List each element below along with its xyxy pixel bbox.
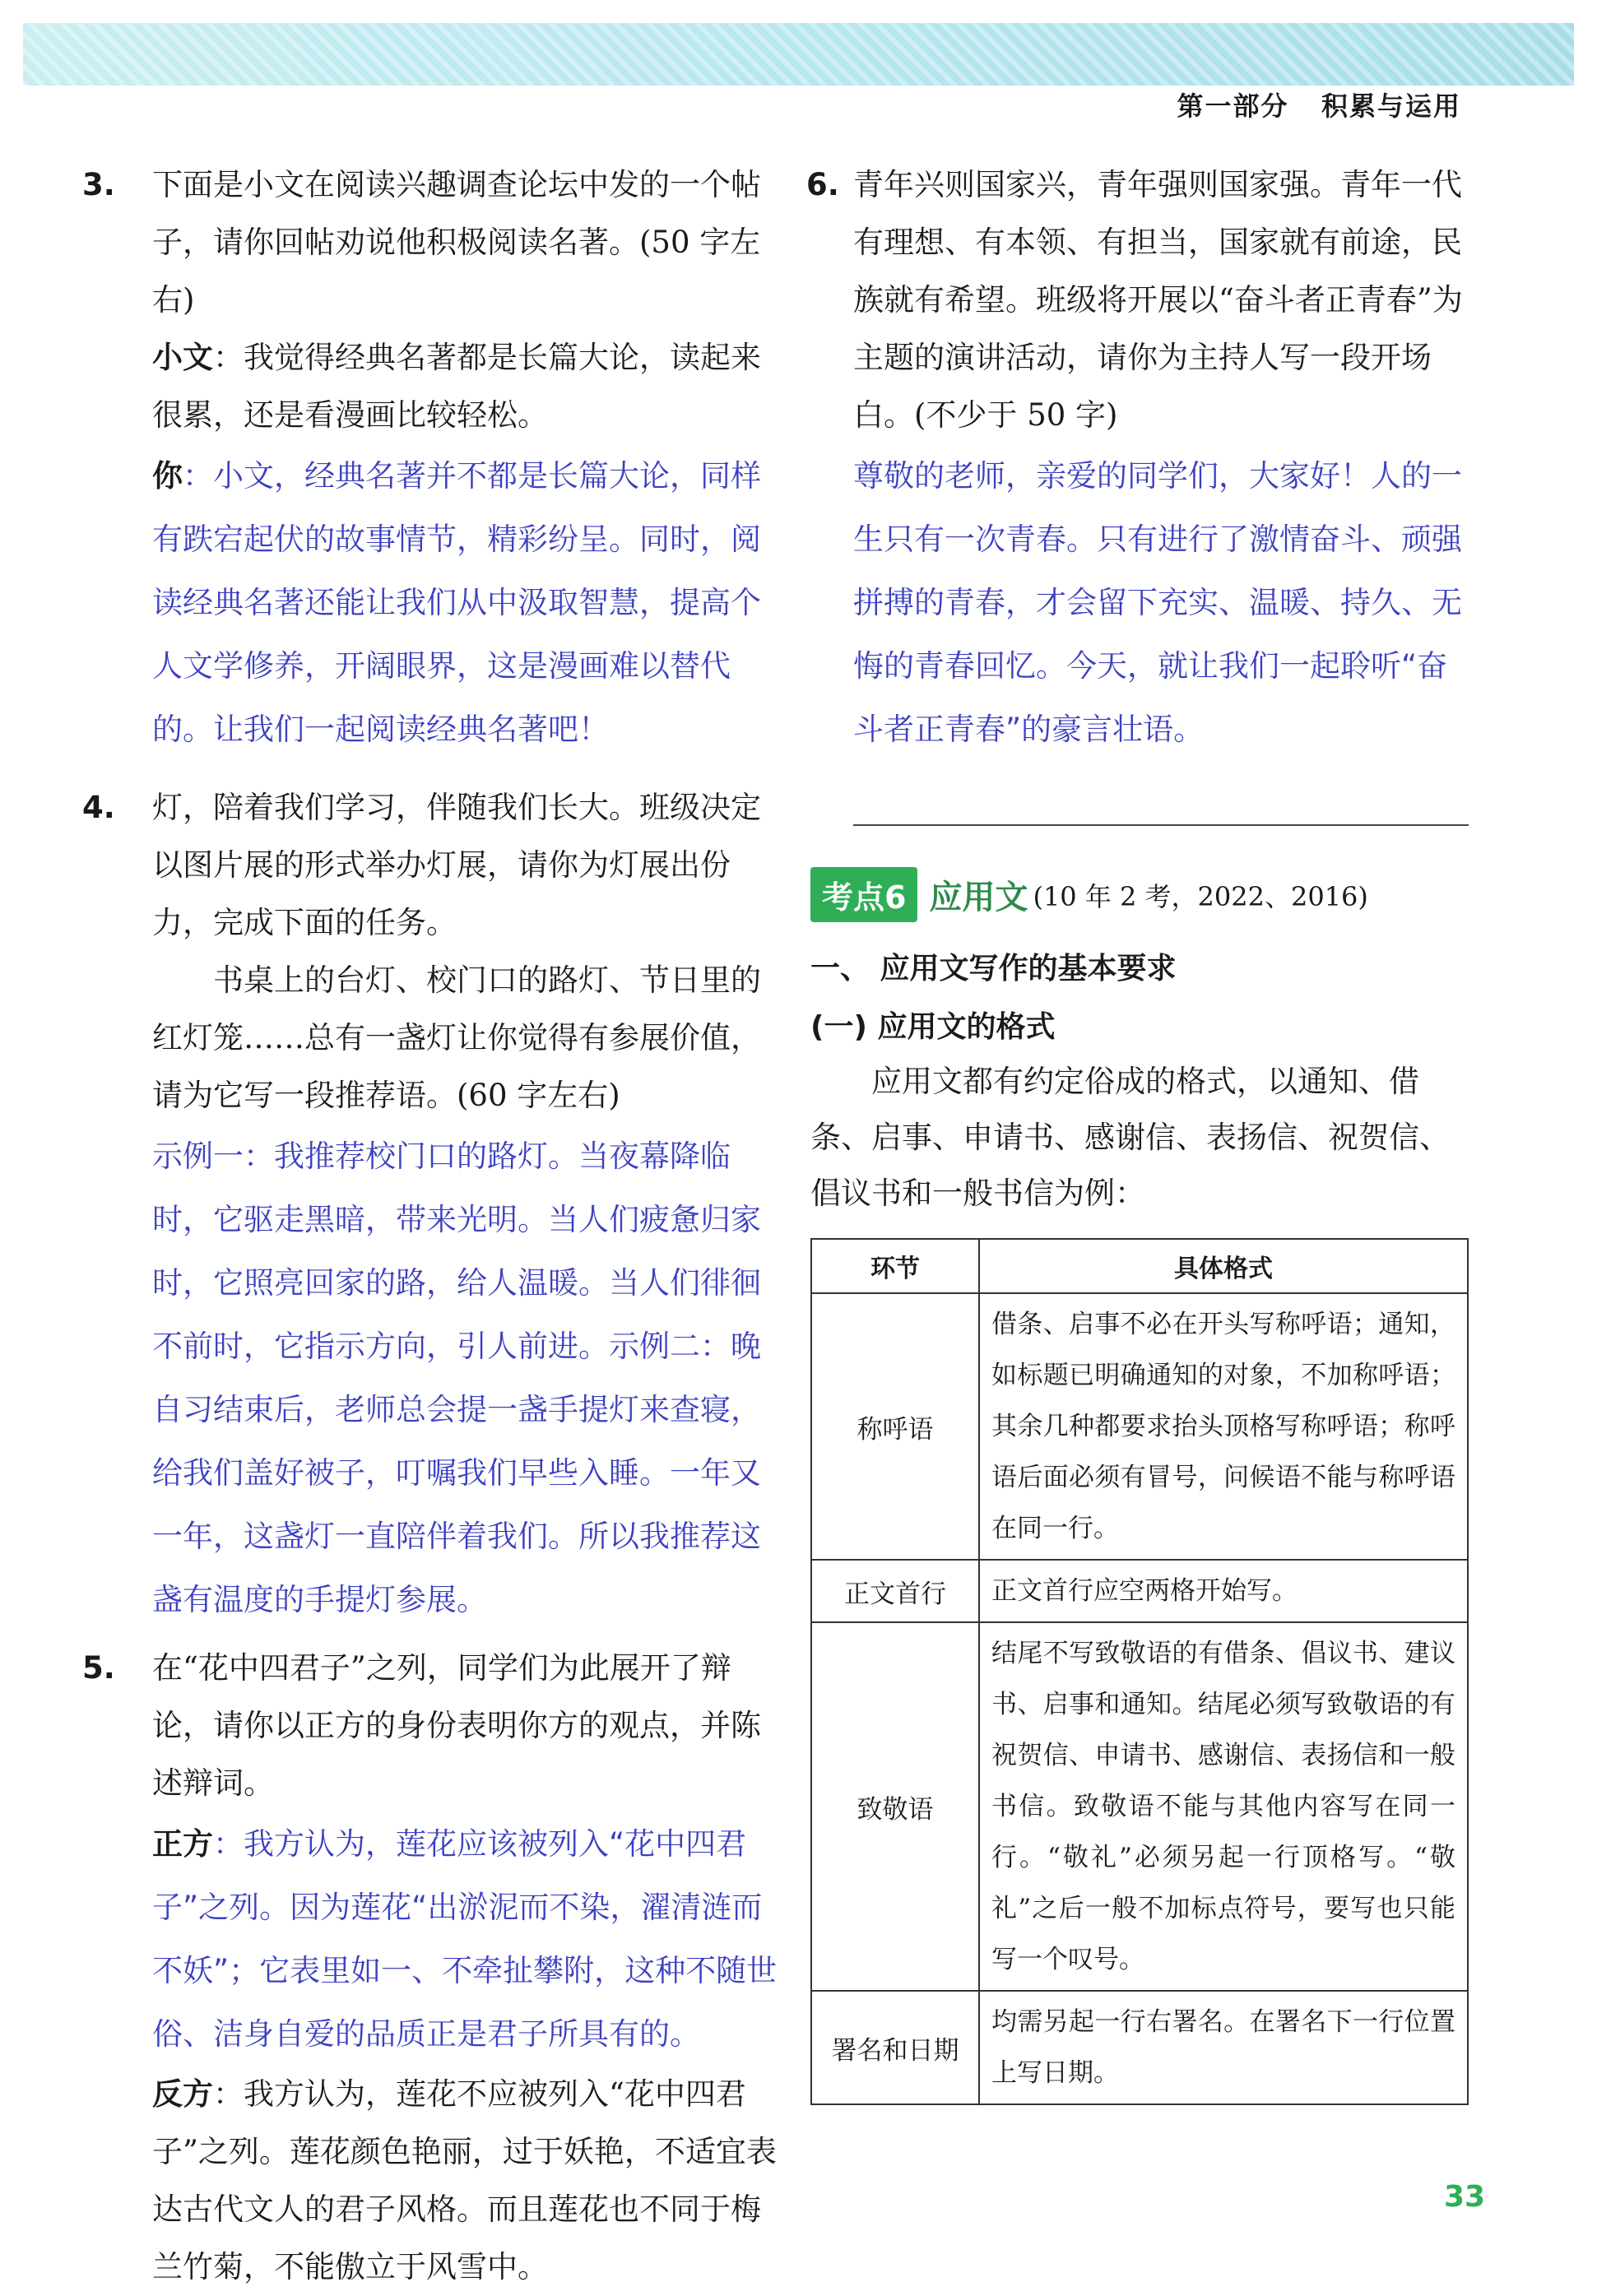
question-4: [82, 779, 790, 1631]
question-number: 5.: [82, 1650, 115, 1686]
table-row: [811, 1991, 1468, 2104]
row-value: 正文首行应空两格开始写。: [979, 1560, 1468, 1622]
table-row: [811, 1622, 1468, 1991]
question-task: 书桌上的台灯、校门口的路灯、节日里的红灯笼……总有一盏灯让你觉得有参展价值，请为它写一段推荐语。(60 字左右): [152, 962, 761, 1113]
section-heading: 一、 应用文写作的基本要求: [810, 952, 1177, 986]
neg-text: ：我方认为，莲花不应被列入“花中四君子”之列。莲花颜色艳丽，过于妖艳，不适宜表达古代文人的君子风格。而且莲花也不同于梅兰竹菊，不能傲立于风雪中。: [152, 2076, 777, 2284]
kaodian-note: (10 年 2 考，2022、2016): [1033, 880, 1368, 912]
left-column: [82, 156, 790, 2296]
answer-block: [152, 1812, 790, 2066]
kaodian-title: 应用文: [929, 879, 1028, 916]
header-title: 积累与运用: [1321, 90, 1461, 122]
neg-side: [152, 2066, 790, 2296]
question-number: 3.: [82, 167, 115, 202]
page-header: [1177, 86, 1461, 123]
table-header: 具体格式: [979, 1239, 1468, 1293]
question-prompt: 灯，陪着我们学习，伴随我们长大。班级决定以图片展的形式举办灯展，请你为灯展出份力，完成下面的任务。: [152, 790, 761, 940]
row-key: 署名和日期: [811, 1991, 979, 2104]
neg-label: 反方: [152, 2076, 213, 2112]
question-prompt: 在“花中四君子”之列，同学们为此展开了辩论，请你以正方的身份表明你方的观点，并陈述辩词。: [152, 1650, 761, 1801]
format-table: [810, 1238, 1469, 2105]
xiaowen-text: ：我觉得经典名著都是长篇大论，读起来很累，还是看漫画比较轻松。: [152, 340, 761, 433]
answer-block: [853, 444, 1469, 761]
row-value: 结尾不写致敬语的有借条、倡议书、建议书、启事和通知。结尾必须写致敬语的有祝贺信、申请书、感谢信、表扬信和一般书信。致敬语不能与其他内容写在同一行。“敬礼”必须另起一行顶格写。“敬礼”之后一般不加标点符号，要写也只能写一个叹号。: [979, 1622, 1468, 1991]
right-column: [806, 156, 1469, 2105]
handwritten-answer: ：我方认为，莲花应该被列入“花中四君子”之列。因为莲花“出淤泥而不染，濯清涟而不妖”；它表里如一、不牵扯攀附，这种不随世俗、洁身自爱的品质正是君子所具有的。: [152, 1826, 778, 2052]
question-prompt: 下面是小文在阅读兴趣调查论坛中发的一个帖子，请你回帖劝说他积极阅读名著。(50 字左右): [152, 167, 761, 318]
row-value: 均需另起一行右署名。在署名下一行位置上写日期。: [979, 1991, 1468, 2104]
table-header: 环节: [811, 1239, 979, 1293]
handwritten-answer: 示例一：我推荐校门口的路灯。当夜幕降临时，它驱走黑暗，带来光明。当人们疲惫归家时，它照亮回家的路，给人温暖。当人们徘徊不前时，它指示方向，引人前进。示例二：晚自习结束后，老师总会提一盏手提灯来查寝，给我们盖好被子，叮嘱我们早些入睡。一年又一年，这盏灯一直陪伴着我们。所以我推荐这盏有温度的手提灯参展。: [152, 1139, 761, 1617]
row-value: 借条、启事不必在开头写称呼语；通知，如标题已明确通知的对象，不加称呼语；其余几种都要求抬头顶格写称呼语；称呼语后面必须有冒号，问候语不能与称呼语在同一行。: [979, 1293, 1468, 1560]
row-key: 致敬语: [811, 1622, 979, 1991]
kaodian-badge: 考点6: [810, 867, 917, 922]
handwritten-answer: 尊敬的老师，亲爱的同学们，大家好！人的一生只有一次青春。只有进行了激情奋斗、顽强拼搏的青春，才会留下充实、温暖、持久、无悔的青春回忆。今天，就让我们一起聆听“奋斗者正青春”的豪言壮语。: [853, 458, 1462, 747]
question-5: [82, 1640, 790, 2296]
header-band: [23, 23, 1574, 86]
header-section: 第一部分: [1177, 90, 1289, 122]
xiaowen-post: [152, 329, 790, 444]
ni-label: 你: [152, 458, 183, 494]
pos-label: 正方: [152, 1826, 213, 1862]
question-number: 6.: [806, 167, 839, 202]
row-key: 称呼语: [811, 1293, 979, 1560]
kaodian-heading: [810, 867, 1469, 922]
blank-answer-line: [853, 761, 1469, 826]
handwritten-answer: ：小文，经典名著并不都是长篇大论，同样有跌宕起伏的故事情节，精彩纷呈。同时，阅读经典名著还能让我们从中汲取智慧，提高个人文学修养，开阔眼界，这是漫画难以替代的。让我们一起阅读经典名著吧！: [152, 458, 761, 747]
answer-block: [152, 444, 790, 761]
row-key: 正文首行: [811, 1560, 979, 1622]
answer-block: [152, 1125, 790, 1631]
question-number: 4.: [82, 790, 115, 825]
question-prompt: 青年兴则国家兴，青年强则国家强。青年一代有理想、有本领、有担当，国家就有前途，民族就有希望。班级将开展以“奋斗者正青春”为主题的演讲活动，请你为主持人写一段开场白。(不少于 50 字): [853, 167, 1463, 433]
question-6: [806, 156, 1469, 826]
question-3: [82, 156, 790, 761]
table-row: [811, 1293, 1468, 1560]
xiaowen-label: 小文: [152, 340, 213, 375]
subsection-heading: (一) 应用文的格式: [810, 1010, 1056, 1044]
table-header-row: [811, 1239, 1468, 1293]
table-row: [811, 1560, 1468, 1622]
intro-paragraph: 应用文都有约定俗成的格式，以通知、借条、启事、申请书、感谢信、表扬信、祝贺信、倡议书和一般书信为例：: [810, 1064, 1450, 1211]
page-number: 33: [1444, 2180, 1486, 2214]
